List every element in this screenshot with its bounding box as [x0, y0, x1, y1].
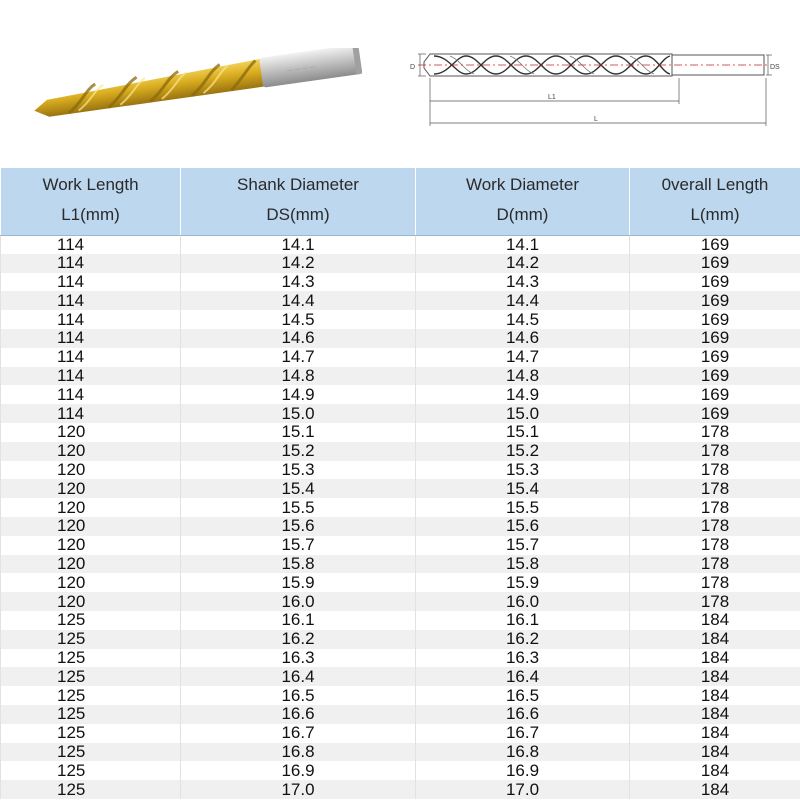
cell-work-diameter: 15.8	[416, 555, 630, 574]
table-row	[1, 423, 800, 442]
cell-work-diameter: 15.7	[416, 536, 630, 555]
header-overall-length	[630, 168, 800, 235]
cell-overall-length: 178	[630, 442, 800, 461]
cell-work-diameter: 15.3	[416, 461, 630, 480]
cell-shank-diameter: 17.0	[181, 780, 416, 799]
cell-work-diameter: 16.2	[416, 630, 630, 649]
cell-work-length: 125	[1, 630, 181, 649]
cell-shank-diameter: 14.1	[181, 235, 416, 254]
table-row	[1, 743, 800, 762]
cell-overall-length: 184	[630, 611, 800, 630]
technical-drawing	[404, 44, 784, 130]
cell-work-diameter: 14.5	[416, 310, 630, 329]
cell-overall-length: 184	[630, 743, 800, 762]
cell-shank-diameter: 14.6	[181, 329, 416, 348]
cell-overall-length: 169	[630, 310, 800, 329]
cell-shank-diameter: 15.9	[181, 573, 416, 592]
table-row	[1, 555, 800, 574]
cell-shank-diameter: 14.7	[181, 348, 416, 367]
cell-shank-diameter: 16.6	[181, 705, 416, 724]
table-row	[1, 235, 800, 254]
table-row	[1, 780, 800, 799]
cell-overall-length: 178	[630, 573, 800, 592]
table-row	[1, 254, 800, 273]
table-row	[1, 667, 800, 686]
cell-overall-length: 178	[630, 498, 800, 517]
header-unit: L(mm)	[690, 205, 740, 224]
header-work-diameter	[416, 168, 630, 235]
cell-overall-length: 184	[630, 667, 800, 686]
label-l1: L1	[548, 94, 556, 101]
header-work-length	[1, 168, 181, 235]
table-row	[1, 724, 800, 743]
cell-work-diameter: 14.4	[416, 291, 630, 310]
cell-shank-diameter: 14.4	[181, 291, 416, 310]
label-l: L	[594, 116, 598, 123]
table-header-row	[1, 168, 800, 235]
cell-overall-length: 184	[630, 761, 800, 780]
cell-overall-length: 178	[630, 555, 800, 574]
cell-work-diameter: 17.0	[416, 780, 630, 799]
cell-work-diameter: 15.1	[416, 423, 630, 442]
cell-work-length: 120	[1, 592, 181, 611]
cell-overall-length: 178	[630, 461, 800, 480]
cell-shank-diameter: 14.3	[181, 273, 416, 292]
cell-shank-diameter: 16.4	[181, 667, 416, 686]
table-row	[1, 273, 800, 292]
label-ds: DS	[770, 64, 780, 71]
cell-overall-length: 184	[630, 724, 800, 743]
cell-work-diameter: 16.1	[416, 611, 630, 630]
table-row	[1, 329, 800, 348]
cell-shank-diameter: 16.2	[181, 630, 416, 649]
header-label: Shank Diameter	[237, 175, 359, 194]
table-row	[1, 592, 800, 611]
cell-shank-diameter: 14.5	[181, 310, 416, 329]
table-row	[1, 573, 800, 592]
cell-overall-length: 178	[630, 517, 800, 536]
cell-work-length: 125	[1, 761, 181, 780]
table-row	[1, 310, 800, 329]
cell-work-length: 125	[1, 611, 181, 630]
cell-work-diameter: 15.4	[416, 479, 630, 498]
cell-work-diameter: 14.6	[416, 329, 630, 348]
table-row	[1, 705, 800, 724]
cell-overall-length: 169	[630, 291, 800, 310]
table-row	[1, 536, 800, 555]
cell-work-diameter: 16.6	[416, 705, 630, 724]
cell-shank-diameter: 16.5	[181, 686, 416, 705]
cell-work-diameter: 15.0	[416, 404, 630, 423]
table-row	[1, 291, 800, 310]
header-unit: L1(mm)	[61, 205, 120, 224]
table-row	[1, 479, 800, 498]
cell-work-diameter: 15.9	[416, 573, 630, 592]
cell-overall-length: 169	[630, 329, 800, 348]
cell-shank-diameter: 15.7	[181, 536, 416, 555]
cell-work-diameter: 16.8	[416, 743, 630, 762]
cell-work-diameter: 16.0	[416, 592, 630, 611]
cell-work-length: 120	[1, 461, 181, 480]
cell-overall-length: 169	[630, 348, 800, 367]
cell-work-diameter: 16.9	[416, 761, 630, 780]
cell-work-diameter: 14.2	[416, 254, 630, 273]
cell-overall-length: 184	[630, 686, 800, 705]
cell-overall-length: 184	[630, 780, 800, 799]
cell-overall-length: 169	[630, 235, 800, 254]
cell-shank-diameter: 16.8	[181, 743, 416, 762]
cell-work-length: 120	[1, 573, 181, 592]
cell-overall-length: 178	[630, 592, 800, 611]
cell-shank-diameter: 16.9	[181, 761, 416, 780]
specification-table	[0, 168, 800, 799]
table-row	[1, 367, 800, 386]
table-row	[1, 517, 800, 536]
cell-work-length: 114	[1, 385, 181, 404]
cell-work-diameter: 15.5	[416, 498, 630, 517]
header-label: Work Diameter	[465, 175, 580, 194]
cell-work-length: 120	[1, 536, 181, 555]
cell-work-diameter: 14.9	[416, 385, 630, 404]
cell-overall-length: 184	[630, 705, 800, 724]
cell-shank-diameter: 16.7	[181, 724, 416, 743]
cell-work-length: 125	[1, 649, 181, 668]
drill-bit-image	[26, 48, 366, 118]
cell-work-diameter: 15.6	[416, 517, 630, 536]
cell-work-length: 125	[1, 743, 181, 762]
cell-work-diameter: 15.2	[416, 442, 630, 461]
cell-work-length: 125	[1, 705, 181, 724]
cell-shank-diameter: 15.6	[181, 517, 416, 536]
table-row	[1, 761, 800, 780]
cell-work-length: 120	[1, 555, 181, 574]
cell-overall-length: 178	[630, 536, 800, 555]
cell-shank-diameter: 15.2	[181, 442, 416, 461]
cell-shank-diameter: 14.9	[181, 385, 416, 404]
cell-work-length: 120	[1, 498, 181, 517]
cell-work-length: 125	[1, 686, 181, 705]
cell-work-length: 120	[1, 479, 181, 498]
table-row	[1, 649, 800, 668]
cell-overall-length: 184	[630, 630, 800, 649]
cell-work-length: 125	[1, 667, 181, 686]
cell-work-length: 114	[1, 291, 181, 310]
cell-work-length: 120	[1, 442, 181, 461]
cell-work-length: 125	[1, 780, 181, 799]
cell-work-diameter: 14.8	[416, 367, 630, 386]
table-row	[1, 348, 800, 367]
cell-overall-length: 169	[630, 273, 800, 292]
cell-shank-diameter: 15.5	[181, 498, 416, 517]
label-d: D	[410, 64, 416, 71]
cell-work-length: 120	[1, 423, 181, 442]
cell-overall-length: 169	[630, 254, 800, 273]
cell-overall-length: 184	[630, 649, 800, 668]
cell-work-length: 114	[1, 404, 181, 423]
cell-overall-length: 169	[630, 367, 800, 386]
cell-shank-diameter: 14.8	[181, 367, 416, 386]
cell-shank-diameter: 16.1	[181, 611, 416, 630]
cell-shank-diameter: 15.4	[181, 479, 416, 498]
cell-overall-length: 169	[630, 404, 800, 423]
table-body	[1, 235, 800, 799]
table-row	[1, 686, 800, 705]
table-row	[1, 442, 800, 461]
cell-shank-diameter: 15.1	[181, 423, 416, 442]
cell-overall-length: 178	[630, 479, 800, 498]
product-illustration-area	[0, 0, 800, 168]
cell-work-diameter: 14.3	[416, 273, 630, 292]
cell-shank-diameter: 15.8	[181, 555, 416, 574]
cell-work-diameter: 14.1	[416, 235, 630, 254]
table-row	[1, 498, 800, 517]
cell-shank-diameter: 16.3	[181, 649, 416, 668]
cell-work-length: 114	[1, 348, 181, 367]
cell-overall-length: 169	[630, 385, 800, 404]
cell-work-length: 114	[1, 273, 181, 292]
header-unit: DS(mm)	[266, 205, 330, 224]
svg-text:— — — —: — — — —	[286, 64, 317, 75]
cell-work-length: 114	[1, 310, 181, 329]
cell-shank-diameter: 15.3	[181, 461, 416, 480]
header-shank-diameter	[181, 168, 416, 235]
table-row	[1, 611, 800, 630]
cell-work-diameter: 14.7	[416, 348, 630, 367]
cell-work-diameter: 16.4	[416, 667, 630, 686]
header-label: 0verall Length	[661, 175, 769, 194]
table-row	[1, 385, 800, 404]
header-unit: D(mm)	[496, 205, 549, 224]
cell-overall-length: 178	[630, 423, 800, 442]
cell-work-diameter: 16.7	[416, 724, 630, 743]
cell-shank-diameter: 16.0	[181, 592, 416, 611]
table-row	[1, 461, 800, 480]
table-row	[1, 404, 800, 423]
cell-work-length: 125	[1, 724, 181, 743]
header-label: Work Length	[42, 175, 139, 194]
cell-work-length: 114	[1, 254, 181, 273]
cell-shank-diameter: 14.2	[181, 254, 416, 273]
table-row	[1, 630, 800, 649]
cell-shank-diameter: 15.0	[181, 404, 416, 423]
cell-work-length: 114	[1, 235, 181, 254]
cell-work-diameter: 16.5	[416, 686, 630, 705]
cell-work-length: 114	[1, 367, 181, 386]
cell-work-length: 114	[1, 329, 181, 348]
cell-work-diameter: 16.3	[416, 649, 630, 668]
cell-work-length: 120	[1, 517, 181, 536]
